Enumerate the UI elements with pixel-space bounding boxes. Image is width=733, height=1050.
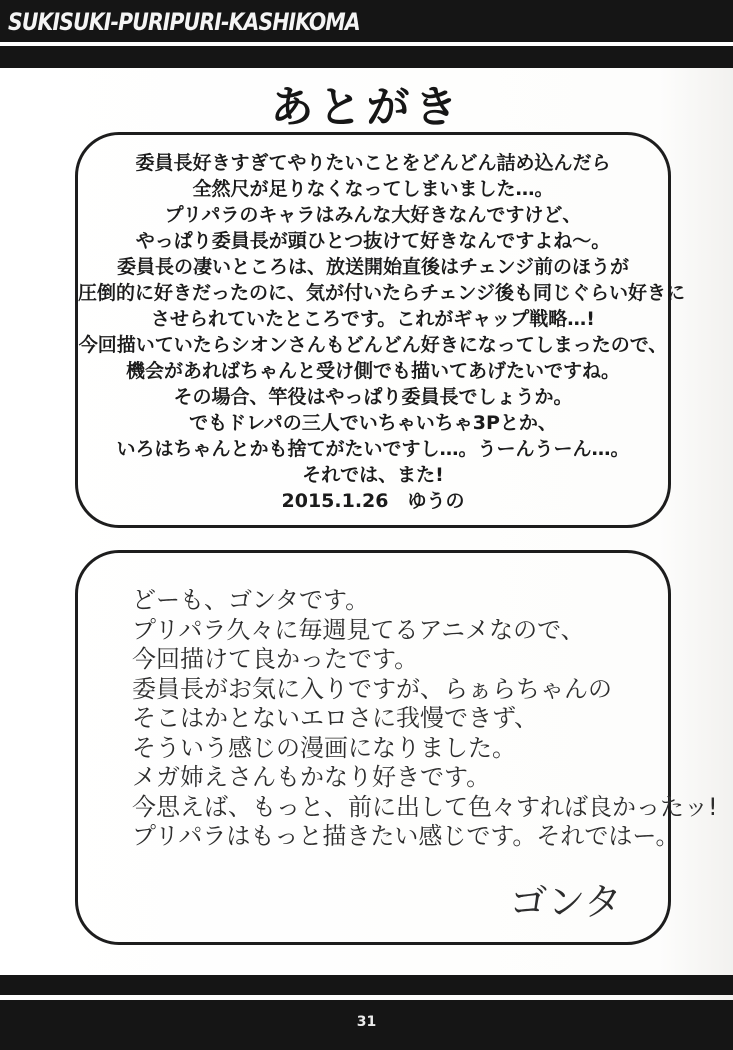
footer-divider-strip: [0, 975, 733, 995]
afterword-line: それでは、また!: [302, 464, 444, 486]
afterword-box-yuuno: [75, 132, 685, 528]
afterword-line: どーも、ゴンタです。: [132, 586, 370, 614]
bottom-banner: [0, 1000, 733, 1050]
afterword-line: プリパラ久々に毎週見てるアニメなので、: [132, 615, 585, 644]
page-number: 31: [356, 1014, 377, 1030]
top-banner: [0, 0, 733, 68]
series-title: SUKISUKI-PURIPURI-KASHIKOMA: [8, 8, 360, 36]
afterword-line: 圧倒的に好きだったのに、気が付いたらチェンジ後も同じぐらい好きに: [78, 282, 685, 304]
afterword-line: 今回描けて良かったです。: [132, 645, 419, 673]
afterword-box-gonta: [75, 550, 718, 945]
afterword-line: 委員長がお気に入りですが、らぁらちゃんの: [132, 674, 612, 703]
afterword-line: メガ姉えさんもかなり好きです。: [132, 763, 491, 791]
header-divider-line: [0, 42, 733, 46]
afterword-line: プリパラはもっと描きたい感じです。それではー。: [132, 822, 680, 850]
afterword-line: させられていたところです。これがギャップ戦略…!: [151, 308, 595, 330]
afterword-line: その場合、竿役はやっぱり委員長でしょうか。: [173, 386, 573, 408]
afterword-line: 今思えば、もっと、前に出して色々すれば良かったッ!: [132, 792, 718, 821]
afterword-line: やっぱり委員長が頭ひとつ抜けて好きなんですよね～。: [135, 230, 611, 252]
afterword-line: いろはちゃんとかも捨てがたいですし…。うーんうーん…。: [116, 438, 630, 460]
afterword-line: 機会があればちゃんと受け側でも描いてあげたいですね。: [125, 360, 620, 382]
afterword-line: 今回描いていたらシオンさんもどんどん好きになってしまったので、: [78, 334, 668, 356]
afterword-date-signature: 2015.1.26 ゆうの: [281, 490, 465, 512]
afterword-line: そういう感じの漫画になりました。: [132, 733, 516, 762]
page-title: あとがき: [270, 83, 463, 133]
afterword-line: 委員長好きすぎてやりたいことをどんどん詰め込んだら: [135, 152, 611, 174]
afterword-line: そこはかとないエロさに我慢できず、: [132, 704, 539, 732]
afterword-line: 全然尺が足りなくなってしまいました…。: [192, 178, 554, 200]
afterword-line: プリパラのキャラはみんな大好きなんですけど、: [164, 204, 582, 226]
author-signature: ゴンタ: [509, 880, 622, 924]
afterword-line: でもドレパの三人でいちゃいちゃ3Pとか、: [189, 412, 557, 434]
afterword-line: 委員長の凄いところは、放送開始直後はチェンジ前のほうが: [117, 256, 629, 278]
